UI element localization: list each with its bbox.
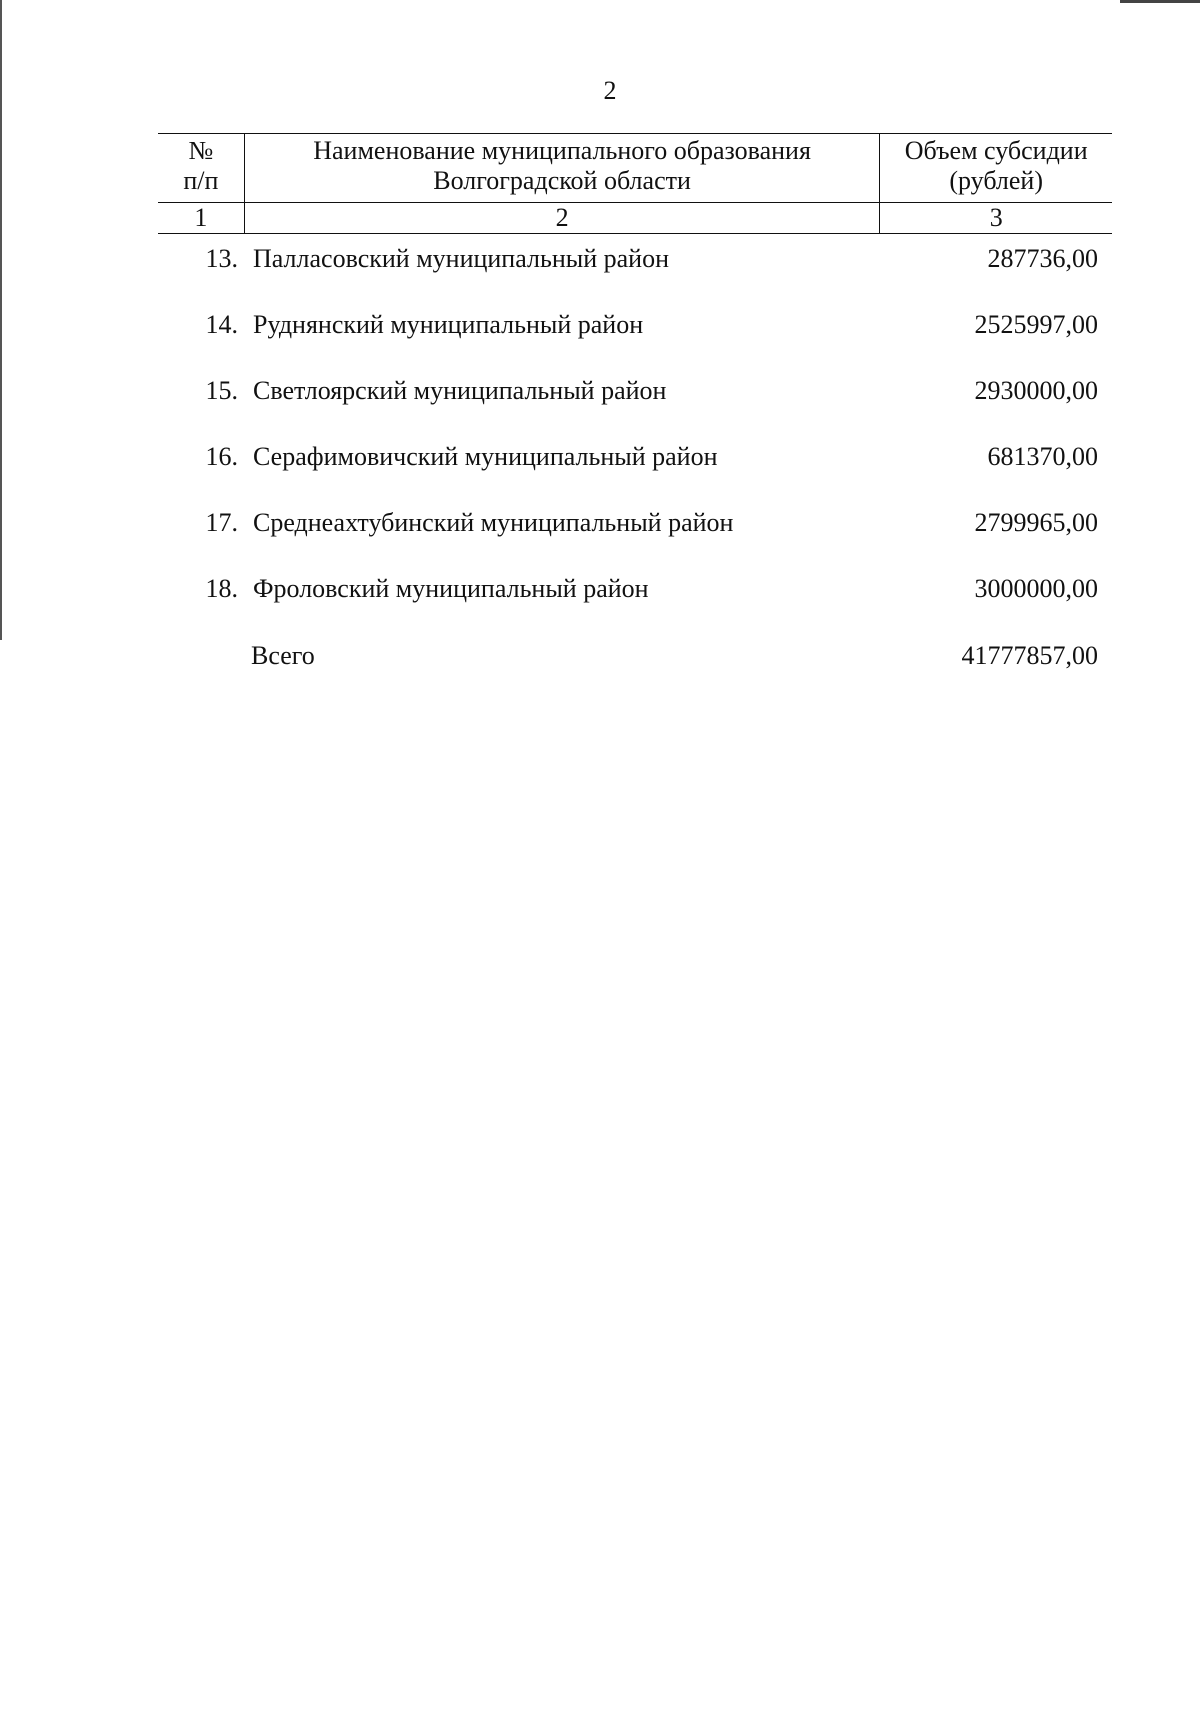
table-row: [158, 244, 1098, 310]
row-index: 13.: [205, 244, 238, 273]
header-col-number-line2: п/п: [183, 166, 219, 195]
table-row: [158, 574, 1098, 640]
header-col-amount: [880, 134, 1112, 203]
table-row: [158, 442, 1098, 508]
table-row: [158, 310, 1098, 376]
header-col-name-line2: Волгоградской области: [433, 166, 691, 195]
total-amount: 41777857,00: [961, 641, 1098, 670]
row-name: Фроловский муниципальный район: [253, 574, 649, 603]
total-label: Всего: [251, 641, 315, 670]
header-col-name-line1: Наименование муниципального образования: [313, 136, 811, 165]
header-col-amount-line2: (рублей): [949, 166, 1043, 195]
column-number-3: 3: [880, 203, 1112, 234]
column-number-2: 2: [244, 203, 880, 234]
scan-edge-top: [1120, 0, 1200, 3]
total-row: [158, 641, 1098, 675]
row-name: Светлоярский муниципальный район: [253, 376, 667, 405]
header-col-amount-line1: Объем субсидии: [904, 136, 1088, 165]
row-index: 14.: [205, 310, 238, 339]
header-col-number-line1: №: [188, 136, 214, 165]
column-number-1: 1: [158, 203, 244, 234]
header-col-name: [244, 134, 880, 203]
row-index: 15.: [205, 376, 238, 405]
scan-edge-left: [0, 0, 2, 640]
row-index: 17.: [205, 508, 238, 537]
table-body: [158, 244, 1098, 640]
row-name: Среднеахтубинский муниципальный район: [253, 508, 734, 537]
header-col-number: [158, 134, 244, 203]
table-row: [158, 508, 1098, 574]
row-amount: 2799965,00: [974, 508, 1098, 537]
row-amount: 3000000,00: [974, 574, 1098, 603]
row-index: 16.: [205, 442, 238, 471]
row-amount: 2930000,00: [974, 376, 1098, 405]
row-amount: 287736,00: [987, 244, 1098, 273]
row-name: Серафимовичский муниципальный район: [253, 442, 718, 471]
column-number-row: [158, 203, 1112, 234]
table-header: [158, 133, 1112, 234]
row-name: Палласовский муниципальный район: [253, 244, 669, 273]
row-index: 18.: [205, 574, 238, 603]
row-amount: 2525997,00: [974, 310, 1098, 339]
table-row: [158, 376, 1098, 442]
header-row: [158, 134, 1112, 203]
row-name: Руднянский муниципальный район: [253, 310, 644, 339]
row-amount: 681370,00: [987, 442, 1098, 471]
page-number: 2: [603, 76, 617, 105]
